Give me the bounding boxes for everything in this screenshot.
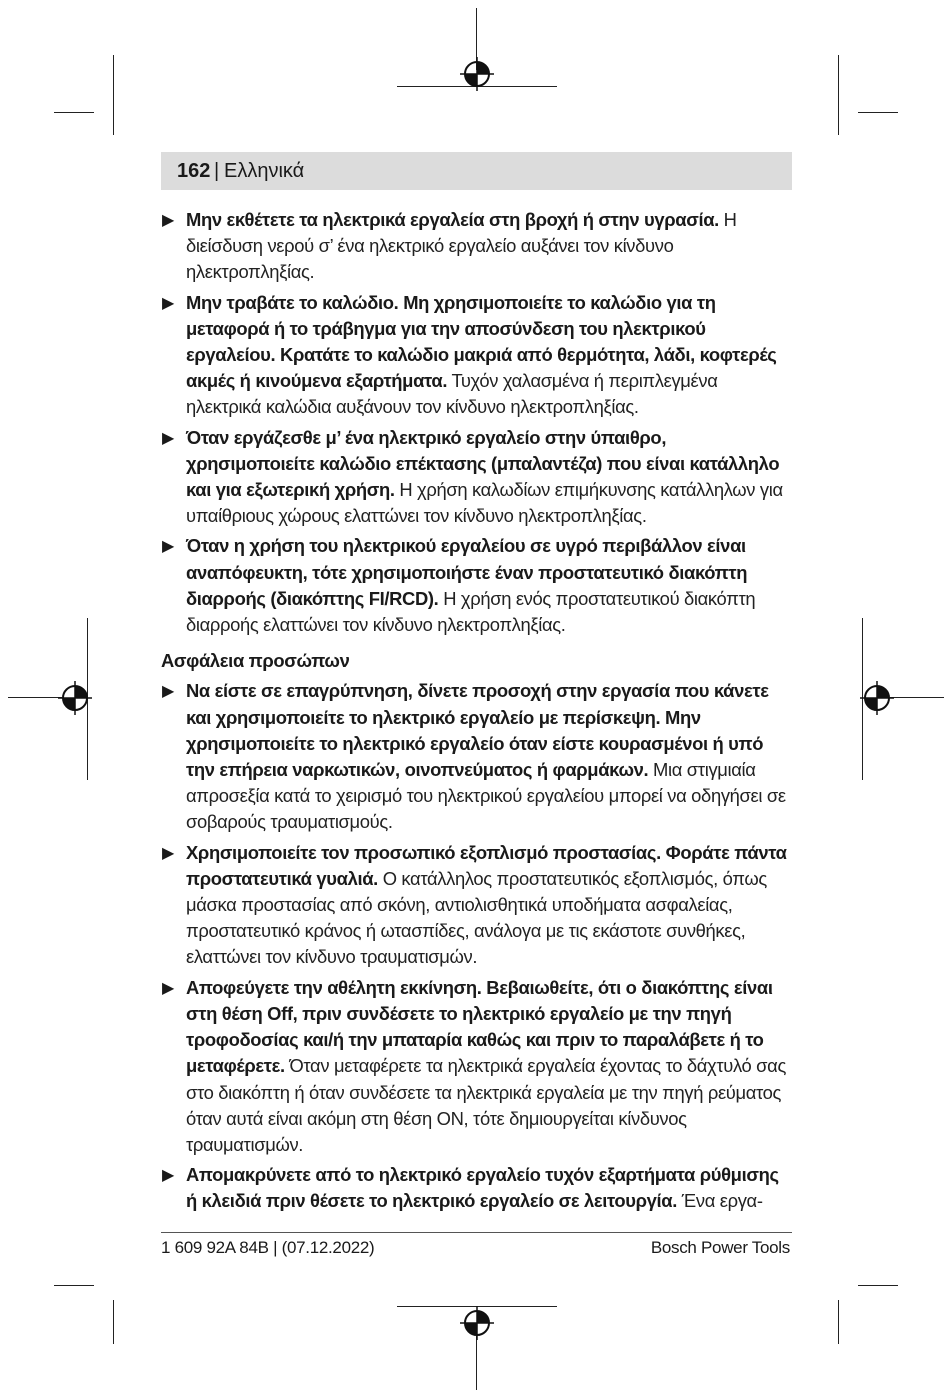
bullet-arrow-icon: ▶ — [162, 683, 175, 701]
list-item — [161, 533, 793, 638]
instruction-bold: Όταν εργάζεσθε μ’ ένα ηλεκτρικό εργαλείο στην ύπαιθρο, χρησιμοποιείτε καλώδιο επέκτασης (μπαλαντέζα) που είναι κατάλληλο και για εξωτερική χρήση. — [186, 426, 780, 501]
list-item — [161, 678, 793, 835]
crop-mark — [476, 1332, 477, 1390]
instruction-bold: Όταν η χρήση του ηλεκτρικού εργαλείου σε υγρό περιβάλλον είναι αναπόφευκτη, τότε χρησιμοποιήστε έναν προστατευτικό διακόπτη διαρροής (διακόπτης FI/RCD). — [186, 535, 748, 609]
list-item — [161, 975, 793, 1158]
list-item — [161, 425, 793, 530]
instruction-text: Τυχόν χαλασμένα ή περιπλεγμένα ηλεκτρικά καλώδια αυξάνουν τον κίνδυνο ηλεκτροπληξίας. — [186, 370, 718, 418]
list-item — [161, 1162, 793, 1214]
crop-mark — [113, 55, 114, 135]
instruction-text: Όταν μεταφέρετε τα ηλεκτρικά εργαλεία έχοντας το δάχτυλό σας στο διακόπτη ή όταν συνδέσετε τα ηλεκτρικά εργαλεία με την πηγή ρεύματος όταν αυτά είναι ακόμη στη θέση ON, τότε δημιουργείται κίνδυνος τραυματισμών. — [186, 1055, 786, 1155]
bullet-arrow-icon: ▶ — [162, 429, 175, 447]
crop-mark — [838, 1300, 839, 1344]
instruction-text: Ο κατάλληλος προστατευτικός εξοπλισμός, όπως μάσκα προστασίας από σκόνη, αντιολισθητικά υποδήματα ασφαλείας, προστατευτικό κράνος ή ωτασπίδες, ανάλογα με τις εκάστοτε συνθήκες, ελαττώνει τον κίνδυνο τραυματισμών. — [186, 867, 767, 968]
crop-mark — [858, 1285, 898, 1286]
header-separator: | — [214, 160, 220, 182]
registration-target-icon — [860, 681, 894, 715]
list-item — [161, 290, 793, 421]
instruction-text: Η χρήση καλωδίων επιμήκυνσης κατάλληλων για υπαίθριους χώρους ελαττώνει τον κίνδυνο ηλεκτροπληξίας. — [186, 479, 783, 527]
list-item — [161, 207, 793, 286]
instruction-bold: Χρησιμοποιείτε τον προσωπικό εξοπλισμό προστασίας. Φοράτε πάντα προστατευτικά γυαλιά. — [186, 841, 787, 889]
bullet-arrow-icon: ▶ — [162, 538, 175, 556]
instruction-bold: Να είστε σε επαγρύπνηση, δίνετε προσοχή στην εργασία που κάνετε και χρησιμοποιείτε το ηλεκτρικό εργαλείο με περίσκεψη. Μην χρησιμοποιείτε το ηλεκτρικό εργαλείο όταν είστε κουρασμένοι ή υπό την επήρεια ναρκωτικών, οινοπνεύματος ή φαρμάκων. — [186, 680, 769, 781]
footer-divider — [161, 1232, 792, 1233]
brand-name: Bosch Power Tools — [650, 1238, 790, 1257]
registration-target-icon — [460, 57, 494, 91]
page-number: 162 — [177, 160, 211, 182]
crop-mark — [113, 1300, 114, 1344]
bullet-arrow-icon: ▶ — [162, 212, 175, 229]
list-item — [161, 840, 793, 971]
crop-mark — [858, 112, 898, 113]
instruction-text: Η χρήση ενός προστατευτικού διακόπτη διαρροής ελαττώνει τον κίνδυνο ηλεκτροπληξίας. — [186, 587, 756, 636]
bullet-arrow-icon: ▶ — [162, 979, 175, 997]
bullet-arrow-icon: ▶ — [162, 294, 175, 312]
crop-mark — [54, 112, 94, 113]
instruction-text: Η διείσδυση νερού σ’ ένα ηλεκτρικό εργαλείο αυξάνει τον κίνδυνο ηλεκτροπληξίας. — [186, 209, 737, 283]
instruction-bold: Μην εκθέτετε τα ηλεκτρικά εργαλεία στη βροχή ή στην υγρασία. — [186, 209, 719, 230]
crop-mark — [54, 1285, 94, 1286]
bullet-arrow-icon: ▶ — [162, 1167, 175, 1185]
crop-mark — [890, 697, 944, 698]
registration-target-icon — [58, 681, 92, 715]
safety-instructions — [161, 207, 793, 1219]
crop-mark — [8, 697, 62, 698]
header-language: Ελληνικά — [224, 160, 305, 182]
instruction-text: Ένα εργα- — [677, 1190, 763, 1212]
section-heading: Ασφάλεια προσώπων — [161, 650, 350, 672]
bullet-arrow-icon: ▶ — [162, 844, 175, 862]
registration-target-icon — [460, 1306, 494, 1340]
document-code: 1 609 92A 84B | (07.12.2022) — [161, 1238, 375, 1257]
crop-mark — [838, 55, 839, 135]
instruction-bold: Απομακρύνετε από το ηλεκτρικό εργαλείο τυχόν εξαρτήματα ρύθμισης ή κλειδιά πριν θέσετε το ηλεκτρικό εργαλείο σε λειτουργία. — [186, 1164, 779, 1212]
instruction-text: Μια στιγμιαία απροσεξία κατά το χειρισμό του ηλεκτρικού εργαλείου μπορεί να οδηγήσει σε σοβαρούς τραυματισμούς. — [186, 759, 786, 833]
instruction-bold: Μην τραβάτε το καλώδιο. Μη χρησιμοποιείτε το καλώδιο για τη μεταφορά ή το τράβηγμα για την αποσύνδεση του ηλεκτρικού εργαλείου. Κρατάτε το καλώδιο μακριά από θερμότητα, λάδι, κοφτερές ακμές ή κινούμενα εξαρτήματα. — [186, 291, 777, 392]
instruction-bold: Αποφεύγετε την αθέλητη εκκίνηση. Βεβαιωθείτε, ότι ο διακόπτης είναι στη θέση Off, πριν συνδέσετε το ηλεκτρικό εργαλείο με την πηγή τροφοδοσίας και/ή την μπαταρία καθώς και πριν το παραλάβετε ή το μεταφέρετε. — [186, 976, 773, 1077]
